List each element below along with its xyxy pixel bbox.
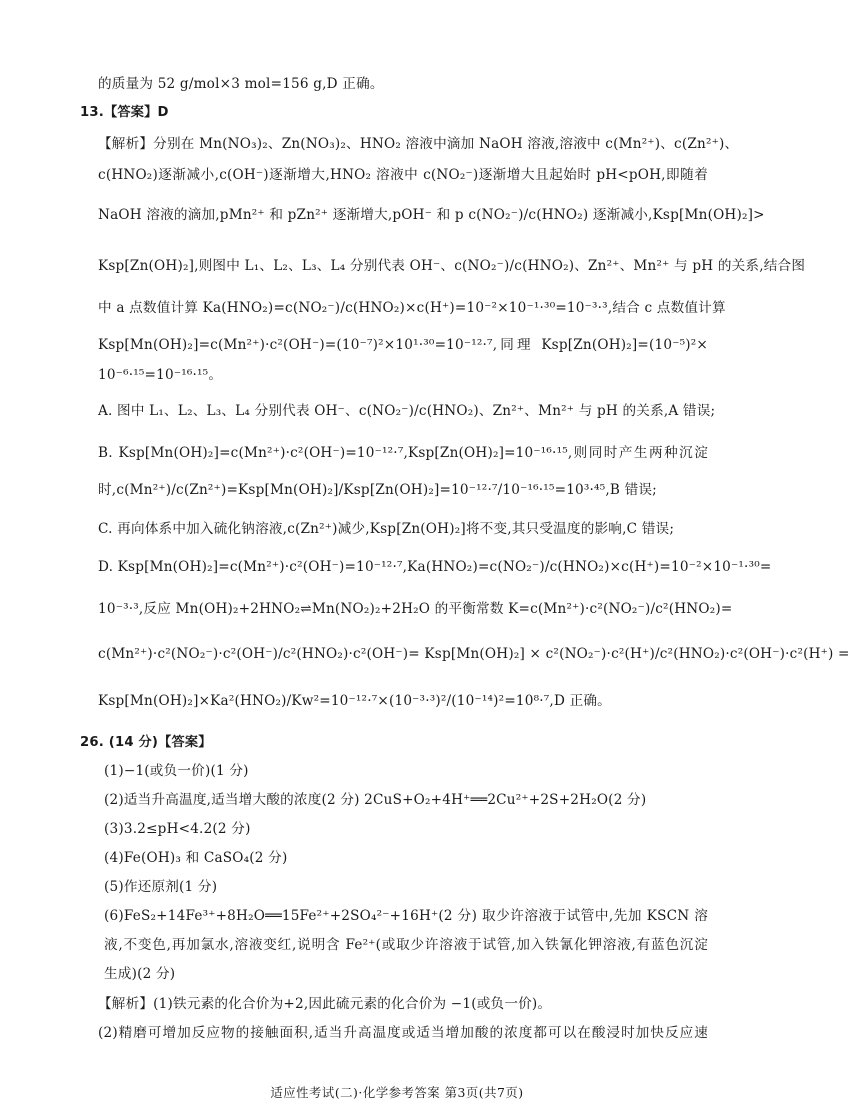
answer-item: 生成)(2 分) bbox=[104, 966, 176, 982]
answer-item: (5)作还原剂(1 分) bbox=[104, 879, 218, 895]
text-line: 10⁻³·³,反应 Mn(OH)₂+2HNO₂⇌Mn(NO₂)₂+2H₂O 的平衡常数 K=c(Mn²⁺)·c²(NO₂⁻)/c²(HNO₂)= bbox=[98, 601, 733, 617]
text-line: Ksp[Mn(OH)₂]×Ka²(HNO₂)/Kw²=10⁻¹²·⁷×(10⁻³·³)²/(10⁻¹⁴)²=10⁸·⁷,D 正确。 bbox=[98, 693, 611, 709]
question-26-heading: 26. (14 分)【答案】 bbox=[80, 735, 212, 750]
answer-item: (3)3.2≤pH<4.2(2 分) bbox=[104, 821, 251, 837]
answer-item: (1)−1(或负一价)(1 分) bbox=[104, 763, 249, 779]
option-b: B. Ksp[Mn(OH)₂]=c(Mn²⁺)·c²(OH⁻)=10⁻¹²·⁷,Ksp[Zn(OH)₂]=10⁻¹⁶·¹⁵,则同时产生两种沉淀 bbox=[98, 445, 708, 461]
question-13-heading: 13.【答案】D bbox=[80, 105, 169, 120]
text-line: 10⁻⁶·¹⁵=10⁻¹⁶·¹⁵。 bbox=[98, 367, 223, 383]
answer-item: 液,不变色,再加氯水,溶液变红,说明含 Fe²⁺(或取少许溶液于试管,加入铁氰化钾溶液,有蓝色沉淀 bbox=[104, 937, 708, 953]
option-b-cont: 时,c(Mn²⁺)/c(Zn²⁺)=Ksp[Mn(OH)₂]/Ksp[Zn(OH)₂]=10⁻¹²·⁷/10⁻¹⁶·¹⁵=10³·⁴⁵,B 错误; bbox=[98, 482, 657, 498]
explanation-line: 【解析】(1)铁元素的化合价为+2,因此硫元素的化合价为 −1(或负一价)。 bbox=[98, 996, 552, 1012]
text-line: c(HNO₂)逐渐减小,c(OH⁻)逐渐增大,HNO₂ 溶液中 c(NO₂⁻)逐渐增大且起始时 pH<pOH,即随着 bbox=[98, 167, 708, 183]
text-line: Ksp[Mn(OH)₂]=c(Mn²⁺)·c²(OH⁻)=(10⁻⁷)²×10¹·³⁰=10⁻¹²·⁷,同理 Ksp[Zn(OH)₂]=(10⁻⁵)²× bbox=[98, 337, 708, 353]
option-d: D. Ksp[Mn(OH)₂]=c(Mn²⁺)·c²(OH⁻)=10⁻¹²·⁷,Ka(HNO₂)=c(NO₂⁻)/c(HNO₂)×c(H⁺)=10⁻²×10⁻¹·³⁰= bbox=[98, 559, 772, 575]
text-line: 中 a 点数值计算 Ka(HNO₂)=c(NO₂⁻)/c(HNO₂)×c(H⁺)=10⁻²×10⁻¹·³⁰=10⁻³·³,结合 c 点数值计算 bbox=[98, 300, 726, 316]
text-line: 【解析】分别在 Mn(NO₃)₂、Zn(NO₃)₂、HNO₂ 溶液中滴加 NaOH 溶液,溶液中 c(Mn²⁺)、c(Zn²⁺)、 bbox=[98, 136, 739, 152]
option-a: A. 图中 L₁、L₂、L₃、L₄ 分别代表 OH⁻、c(NO₂⁻)/c(HNO₂)、Zn²⁺、Mn²⁺ 与 pH 的关系,A 错误; bbox=[98, 403, 716, 419]
text-line: Ksp[Zn(OH)₂],则图中 L₁、L₂、L₃、L₄ 分别代表 OH⁻、c(NO₂⁻)/c(HNO₂)、Zn²⁺、Mn²⁺ 与 pH 的关系,结合图 bbox=[98, 258, 806, 274]
text-line: NaOH 溶液的滴加,pMn²⁺ 和 pZn²⁺ 逐渐增大,pOH⁻ 和 p c(NO₂⁻)/c(HNO₂) 逐渐减小,Ksp[Mn(OH)₂]> bbox=[98, 207, 765, 223]
answer-item: (2)适当升高温度,适当增大酸的浓度(2 分) 2CuS+O₂+4H⁺══2Cu²⁺+2S+2H₂O(2 分) bbox=[104, 792, 647, 808]
text-line: c(Mn²⁺)·c²(NO₂⁻)·c²(OH⁻)/c²(HNO₂)·c²(OH⁻)= Ksp[Mn(OH)₂] × c²(NO₂⁻)·c²(H⁺)/c²(HNO₂)·c²(OH⁻)·c²(H⁺) = bbox=[98, 646, 850, 662]
explanation-line: (2)精磨可增加反应物的接触面积,适当升高温度或适当增加酸的浓度都可以在酸浸时加快反应速 bbox=[98, 1025, 708, 1041]
answer-item: (6)FeS₂+14Fe³⁺+8H₂O══15Fe²⁺+2SO₄²⁻+16H⁺(2 分) 取少许溶液于试管中,先加 KSCN 溶 bbox=[104, 908, 708, 924]
text-line: 的质量为 52 g/mol×3 mol=156 g,D 正确。 bbox=[98, 76, 384, 92]
option-c: C. 再向体系中加入硫化钠溶液,c(Zn²⁺)减少,Ksp[Zn(OH)₂]将不变,其只受温度的影响,C 错误; bbox=[98, 521, 675, 537]
answer-item: (4)Fe(OH)₃ 和 CaSO₄(2 分) bbox=[104, 850, 288, 866]
page-footer: 适应性考试(二)·化学参考答案 第3页(共7页) bbox=[270, 1085, 524, 1100]
